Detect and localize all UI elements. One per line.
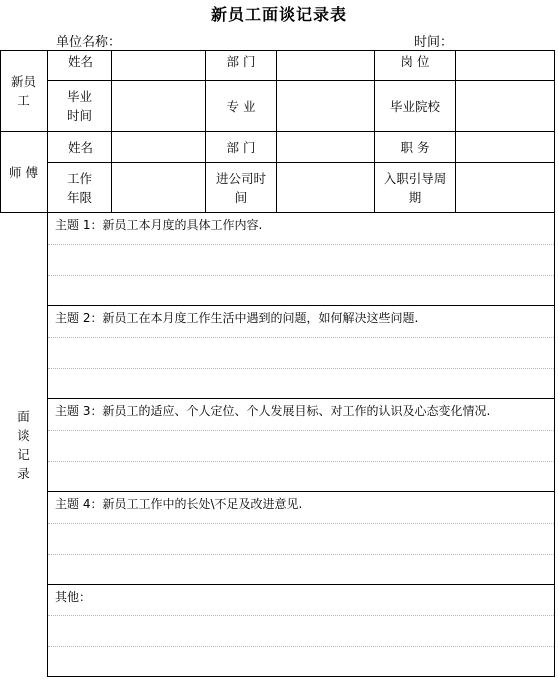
mentor-name-field[interactable] [112, 132, 205, 162]
mentor-dept-field[interactable] [277, 132, 374, 162]
writing-line [48, 275, 554, 276]
newhire-grad-time-label: 毕业 时间 [66, 89, 92, 123]
newhire-post-field[interactable] [456, 51, 554, 80]
newhire-dept-field[interactable] [277, 51, 374, 80]
form-title: 新员工面谈记录表 [210, 5, 347, 24]
writing-line [48, 430, 554, 431]
mentor-section-label: 师 傅 [9, 164, 38, 180]
mentor-join-time-field[interactable] [277, 163, 374, 212]
topic-divider [47, 584, 555, 585]
topic-3-text: 主题 3：新员工的适应、个人定位、个人发展目标、对工作的认识及心态变化情况. [55, 404, 491, 418]
mentor-guide-period-field[interactable] [456, 163, 554, 212]
newhire-section-label: 新员 工 [10, 74, 36, 108]
writing-line [48, 337, 554, 338]
mentor-guide-period-label: 入职引导周 期 [383, 170, 447, 205]
newhire-major-label: 专 业 [226, 98, 256, 114]
mentor-join-time-label: 进公司时 间 [215, 170, 266, 205]
mentor-duty-field[interactable] [456, 132, 554, 162]
newhire-school-label: 毕业院校 [389, 98, 440, 114]
table-border [47, 676, 555, 677]
interview-section-label: 面 谈 记 录 [17, 409, 30, 481]
mentor-dept-label: 部 门 [226, 139, 256, 155]
mentor-name-label: 姓名 [68, 139, 94, 155]
table-border [554, 50, 555, 677]
topic-divider [47, 398, 555, 399]
mentor-duty-label: 职 务 [400, 139, 430, 155]
writing-line [48, 368, 554, 369]
newhire-name-field[interactable] [112, 51, 205, 80]
time-label: 时间： [414, 35, 454, 50]
topic-2-text: 主题 2：新员工在本月度工作生活中遇到的问题，如何解决这些问题. [55, 311, 419, 325]
newhire-school-field[interactable] [456, 81, 554, 131]
topic-4-text: 主题 4：新员工工作中的长处\不足及改进意见. [55, 497, 303, 511]
writing-line [48, 554, 554, 555]
section-divider [0, 212, 555, 213]
newhire-dept-label: 部 门 [226, 54, 256, 69]
newhire-post-label: 岗 位 [400, 54, 430, 69]
topic-divider [47, 491, 555, 492]
other-text: 其他： [55, 590, 92, 604]
writing-line [48, 244, 554, 245]
topic-divider [47, 305, 555, 306]
newhire-name-label: 姓名 [68, 54, 94, 69]
unit-name-label: 单位名称： [56, 35, 122, 50]
newhire-grad-time-field[interactable] [112, 81, 205, 131]
writing-line [48, 646, 554, 647]
topic-1-text: 主题 1：新员工本月度的具体工作内容. [55, 218, 263, 232]
writing-line [48, 615, 554, 616]
mentor-years-label: 工作 年限 [66, 170, 92, 205]
mentor-years-field[interactable] [112, 163, 205, 212]
writing-line [48, 461, 554, 462]
newhire-major-field[interactable] [277, 81, 374, 131]
writing-line [48, 523, 554, 524]
